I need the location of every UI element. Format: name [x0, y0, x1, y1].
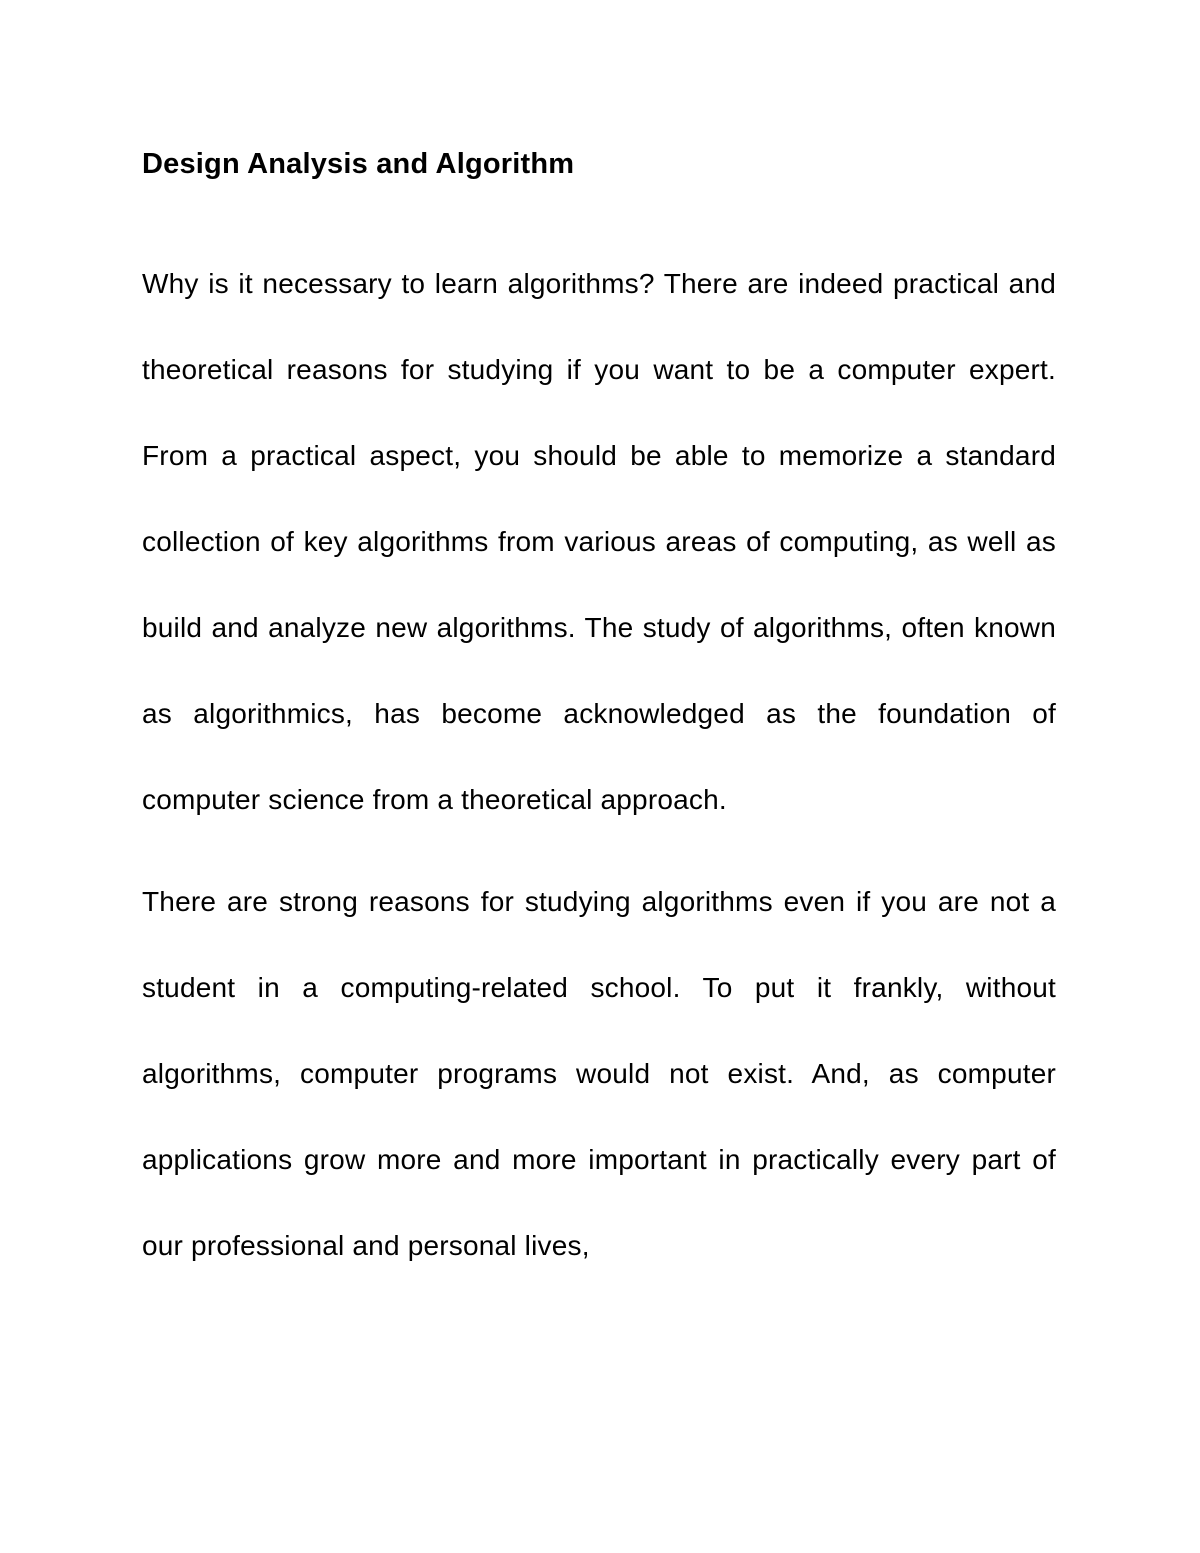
paragraph-1: Why is it necessary to learn algorithms? There are indeed practical and theoretical reasons for studying if you want to be a computer expert. From a practical aspect, you should be able to memorize a standard collection of key algorithms from various areas of computing, as well as build and analyze new algorithms. The study of algorithms, often known as algorithmics, has become acknowledged as the foundation of computer science from a theoretical approach. [142, 268, 1056, 815]
paragraph-2: There are strong reasons for studying algorithms even if you are not a student in a computing-related school. To put it frankly, without algorithms, computer programs would not exist. And, as computer applications grow more and more important in practically every part of our professional and personal lives, [142, 886, 1056, 1261]
document-title: Design Analysis and Algorithm [142, 148, 575, 180]
document-body [142, 140, 1056, 1289]
